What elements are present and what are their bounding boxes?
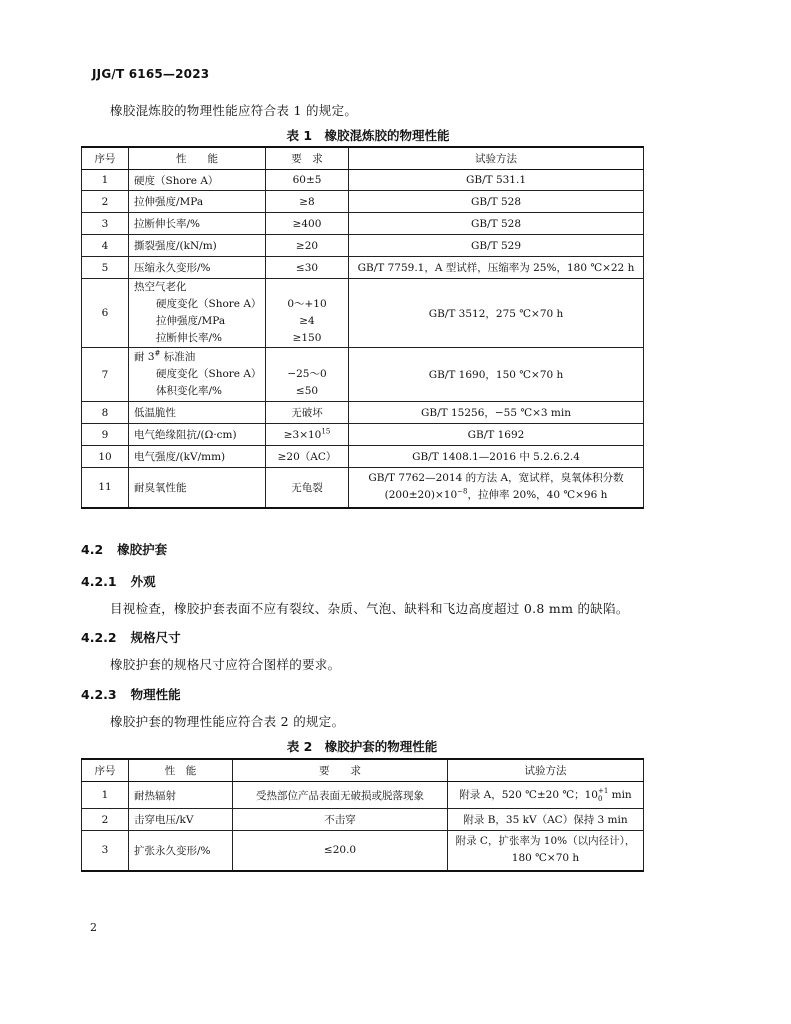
prop-superscript: # bbox=[154, 349, 161, 358]
prop-line: 拉伸强度/MPa bbox=[156, 315, 226, 327]
table2-header-row bbox=[82, 759, 644, 782]
row-req: ≥20（AC） bbox=[266, 446, 349, 468]
intro-paragraph: 橡胶混炼胶的物理性能应符合表 1 的规定。 bbox=[110, 103, 358, 118]
section-number: 4.2.3 bbox=[81, 687, 117, 702]
document-header: JJG/T 6165—2023 bbox=[92, 67, 210, 81]
section-4-2-3-paragraph: 橡胶护套的物理性能应符合表 2 的规定。 bbox=[110, 714, 345, 729]
row-prop: 拉伸强度/MPa bbox=[129, 191, 266, 213]
table1-header-prop: 性 能 bbox=[129, 147, 266, 170]
row-method: GB/T 529 bbox=[349, 235, 644, 257]
row-req: 不击穿 bbox=[233, 809, 448, 831]
table-row bbox=[82, 191, 644, 213]
req-line: 0～+10 bbox=[287, 298, 327, 310]
row-no: 6 bbox=[82, 279, 129, 348]
row-method: GB/T 528 bbox=[349, 213, 644, 235]
row-no: 3 bbox=[82, 831, 129, 871]
tolerance-stack bbox=[598, 787, 608, 803]
table-row bbox=[82, 782, 644, 809]
row-no: 3 bbox=[82, 213, 129, 235]
row-prop: 电气强度/(kV/mm) bbox=[129, 446, 266, 468]
table1-header-row bbox=[82, 147, 644, 170]
table1-header-method: 试验方法 bbox=[349, 147, 644, 170]
method-part: ，拉伸率 20%，40 ℃×96 h bbox=[467, 489, 608, 502]
method-line bbox=[354, 487, 638, 504]
table-row bbox=[82, 170, 644, 191]
row-req: 无破坏 bbox=[266, 402, 349, 424]
row-no: 11 bbox=[82, 468, 129, 508]
section-4-2-heading bbox=[81, 540, 167, 558]
table1 bbox=[81, 146, 644, 509]
row-no: 5 bbox=[82, 257, 129, 279]
table1-header-req: 要 求 bbox=[266, 147, 349, 170]
row-prop: 耐热辐射 bbox=[129, 782, 233, 809]
row-method bbox=[448, 831, 644, 871]
tolerance-upper: +1 bbox=[597, 787, 609, 795]
row-method: GB/T 1692 bbox=[349, 424, 644, 446]
page-number: 2 bbox=[90, 921, 97, 934]
method-line: 180 ℃×70 h bbox=[511, 852, 580, 865]
row-req: ≥400 bbox=[266, 213, 349, 235]
row-no: 2 bbox=[82, 191, 129, 213]
table-row bbox=[82, 831, 644, 871]
table-row bbox=[82, 213, 644, 235]
table-row bbox=[82, 446, 644, 468]
prop-head: 耐 3 bbox=[134, 351, 155, 363]
section-4-2-2-heading bbox=[81, 628, 181, 646]
row-method: GB/T 7759.1，A 型试样，压缩率为 25%，180 ℃×22 h bbox=[349, 257, 644, 279]
method-part: (200±20)×10 bbox=[384, 489, 458, 502]
method-line: 附录 C，扩张率为 10%（以内径计）， bbox=[455, 835, 636, 848]
section-number: 4.2.1 bbox=[81, 574, 117, 589]
section-4-2-3-heading bbox=[81, 685, 181, 703]
row-req: ≥20 bbox=[266, 235, 349, 257]
row-req bbox=[266, 279, 349, 348]
row-prop: 硬度（Shore A） bbox=[129, 170, 266, 191]
section-title: 物理性能 bbox=[130, 687, 181, 702]
prop-line: 体积变化率/% bbox=[156, 385, 223, 397]
table-row bbox=[82, 257, 644, 279]
row-no: 1 bbox=[82, 782, 129, 809]
row-method: GB/T 528 bbox=[349, 191, 644, 213]
row-method: GB/T 531.1 bbox=[349, 170, 644, 191]
row-prop: 电气绝缘阻抗/(Ω·cm) bbox=[129, 424, 266, 446]
row-prop: 压缩永久变形/% bbox=[129, 257, 266, 279]
method-superscript: −8 bbox=[457, 487, 468, 496]
row-prop: 扩张永久变形/% bbox=[129, 831, 233, 871]
table-row bbox=[82, 424, 644, 446]
req-line: ≤50 bbox=[295, 385, 319, 397]
row-req: 无龟裂 bbox=[266, 468, 349, 508]
prop-line: 硬度变化（Shore A） bbox=[156, 298, 262, 310]
row-prop bbox=[129, 348, 266, 402]
table2-header-no: 序号 bbox=[82, 759, 129, 782]
prop-tail: 标准油 bbox=[160, 351, 196, 363]
req-line: ≥150 bbox=[292, 332, 322, 344]
table-row bbox=[82, 809, 644, 831]
row-prop: 耐臭氧性能 bbox=[129, 468, 266, 508]
table1-header-no: 序号 bbox=[82, 147, 129, 170]
row-req: 受热部位产品表面无破损或脱落现象 bbox=[233, 782, 448, 809]
section-4-2-2-paragraph: 橡胶护套的规格尺寸应符合图样的要求。 bbox=[110, 657, 341, 672]
row-method bbox=[349, 468, 644, 508]
method-part: 附录 A，520 ℃±20 ℃；10 bbox=[459, 789, 598, 801]
row-method: 附录 B，35 kV（AC）保持 3 min bbox=[448, 809, 644, 831]
prop-line bbox=[134, 349, 260, 366]
row-req: ≥8 bbox=[266, 191, 349, 213]
row-method: GB/T 1408.1—2016 中 5.2.6.2.4 bbox=[349, 446, 644, 468]
row-method: GB/T 1690，150 ℃×70 h bbox=[349, 348, 644, 402]
row-prop: 击穿电压/kV bbox=[129, 809, 233, 831]
req-line: −25～0 bbox=[287, 368, 327, 380]
row-prop: 撕裂强度/(kN/m) bbox=[129, 235, 266, 257]
table-row bbox=[82, 279, 644, 348]
req-line bbox=[271, 279, 343, 296]
row-no: 7 bbox=[82, 348, 129, 402]
prop-line: 硬度变化（Shore A） bbox=[156, 368, 262, 380]
req-line bbox=[271, 349, 343, 366]
row-req: 60±5 bbox=[266, 170, 349, 191]
section-4-2-1-paragraph: 目视检查，橡胶护套表面不应有裂纹、杂质、气泡、缺料和飞边高度超过 0.8 mm 的缺陷。 bbox=[110, 601, 629, 616]
row-req bbox=[266, 424, 349, 446]
section-4-2-1-heading bbox=[81, 572, 156, 590]
row-method: GB/T 3512，275 ℃×70 h bbox=[349, 279, 644, 348]
table-row bbox=[82, 235, 644, 257]
table-row bbox=[82, 468, 644, 508]
row-prop bbox=[129, 279, 266, 348]
method-part: min bbox=[608, 789, 632, 801]
table2-header-method: 试验方法 bbox=[448, 759, 644, 782]
row-prop: 低温脆性 bbox=[129, 402, 266, 424]
row-no: 10 bbox=[82, 446, 129, 468]
table1-caption: 表 1 橡胶混炼胶的物理性能 bbox=[286, 128, 450, 143]
row-req bbox=[266, 348, 349, 402]
table-row bbox=[82, 348, 644, 402]
section-number: 4.2 bbox=[81, 542, 104, 557]
prop-line: 拉断伸长率/% bbox=[156, 332, 223, 344]
req-line: ≥4 bbox=[299, 315, 315, 327]
row-no: 8 bbox=[82, 402, 129, 424]
section-title: 规格尺寸 bbox=[130, 630, 181, 645]
row-req: ≤30 bbox=[266, 257, 349, 279]
table2-header-req: 要 求 bbox=[233, 759, 448, 782]
row-no: 1 bbox=[82, 170, 129, 191]
method-line: GB/T 7762—2014 的方法 A，宽试样，臭氧体积分数 bbox=[368, 472, 624, 485]
row-method bbox=[448, 782, 644, 809]
section-number: 4.2.2 bbox=[81, 630, 117, 645]
row-no: 4 bbox=[82, 235, 129, 257]
section-title: 外观 bbox=[130, 574, 156, 589]
row-no: 2 bbox=[82, 809, 129, 831]
tolerance-lower: 0 bbox=[597, 795, 603, 803]
section-title: 橡胶护套 bbox=[117, 542, 168, 557]
row-no: 9 bbox=[82, 424, 129, 446]
table2-header-prop: 性 能 bbox=[129, 759, 233, 782]
row-method: GB/T 15256，−55 ℃×3 min bbox=[349, 402, 644, 424]
row-req: ≤20.0 bbox=[233, 831, 448, 871]
row-prop: 拉断伸长率/% bbox=[129, 213, 266, 235]
req-superscript: 15 bbox=[321, 427, 331, 435]
table-row bbox=[82, 402, 644, 424]
table2 bbox=[81, 758, 644, 872]
table2-caption: 表 2 橡胶护套的物理性能 bbox=[286, 739, 438, 754]
prop-line: 热空气老化 bbox=[134, 281, 187, 293]
req-base: ≥3×10 bbox=[283, 428, 322, 441]
